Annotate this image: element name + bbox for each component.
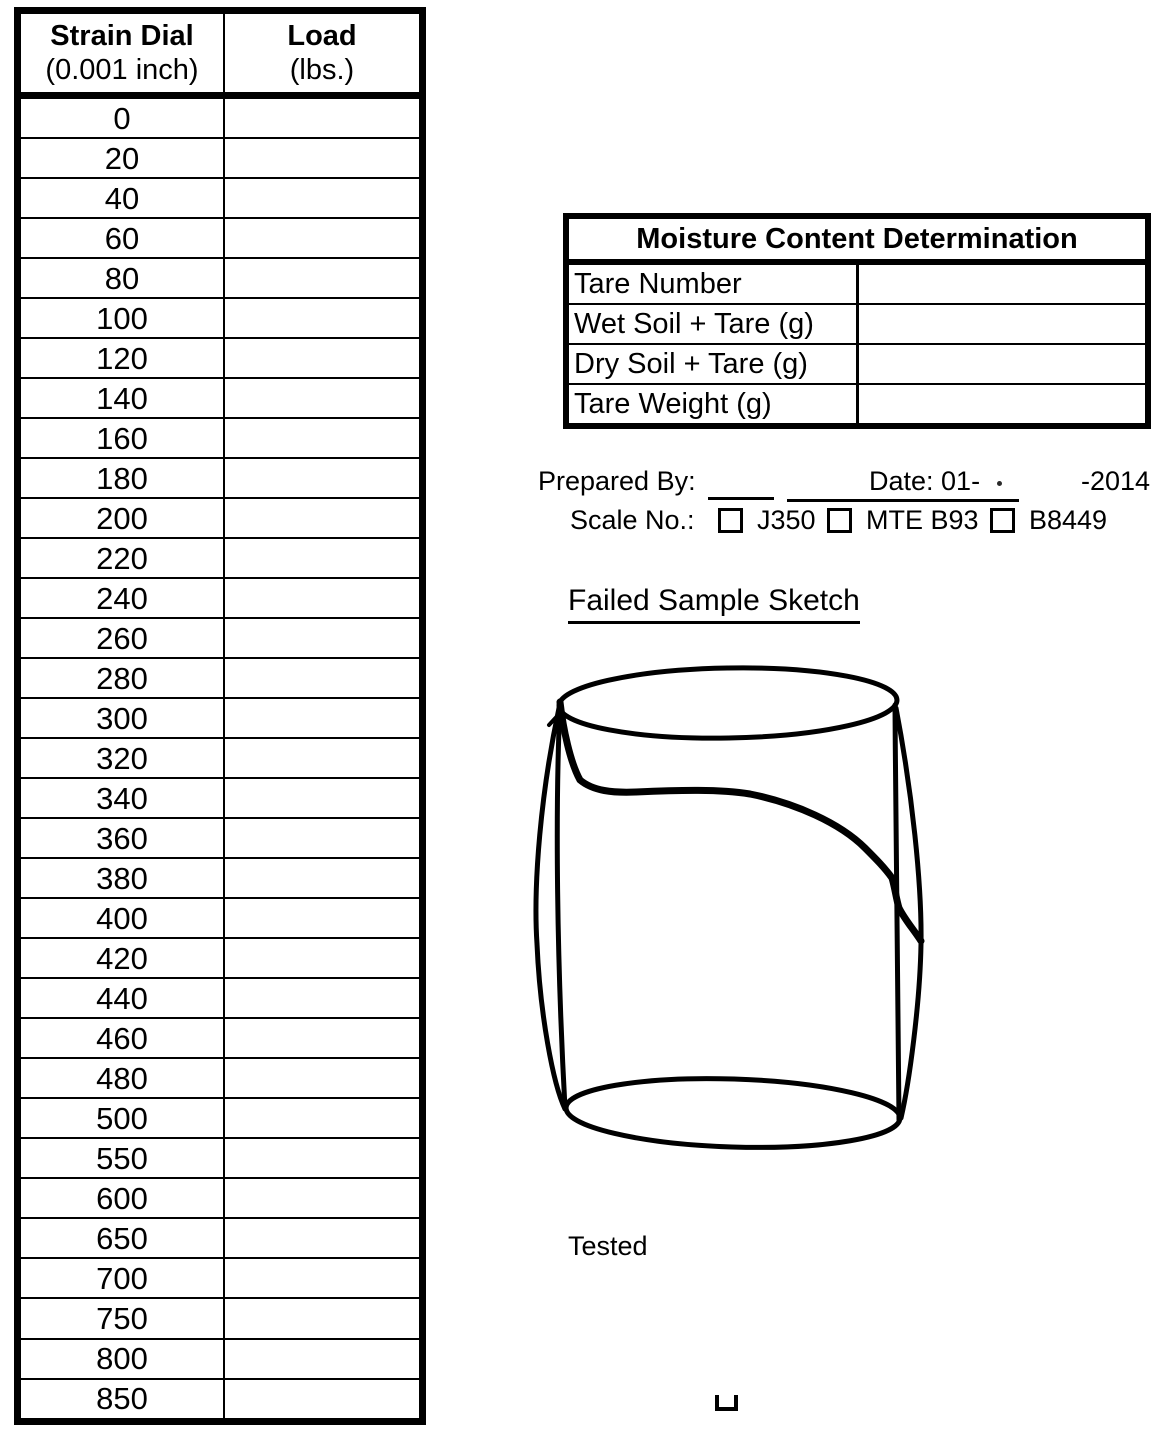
strain-value-cell: 400 (18, 898, 225, 938)
load-value-cell[interactable] (224, 498, 423, 538)
load-value-cell[interactable] (224, 96, 423, 139)
strain-load-row (18, 338, 423, 378)
load-value-cell[interactable] (224, 938, 423, 978)
load-value-cell[interactable] (224, 898, 423, 938)
load-value-cell[interactable] (224, 698, 423, 738)
strain-value-cell: 460 (18, 1018, 225, 1058)
date-year-suffix: -2014 (1081, 466, 1151, 496)
strain-value-cell: 0 (18, 96, 225, 139)
strain-value-cell: 60 (18, 218, 225, 258)
load-value-cell[interactable] (224, 298, 423, 338)
strain-load-row (18, 1258, 423, 1298)
strain-load-row (18, 1379, 423, 1422)
load-value-cell[interactable] (224, 1058, 423, 1098)
strain-load-row (18, 178, 423, 218)
failed-sample-cylinder-sketch (518, 652, 938, 1162)
strain-value-cell: 360 (18, 818, 225, 858)
moisture-row (566, 384, 1148, 426)
load-value-cell[interactable] (224, 418, 423, 458)
strain-load-row (18, 898, 423, 938)
strain-value-cell: 120 (18, 338, 225, 378)
strain-value-cell: 850 (18, 1379, 225, 1422)
strain-value-cell: 340 (18, 778, 225, 818)
strain-load-row (18, 96, 423, 139)
strain-load-table-header (18, 11, 423, 96)
strain-value-cell: 750 (18, 1298, 225, 1338)
load-value-cell[interactable] (224, 978, 423, 1018)
scale-option-label-j350: J350 (757, 505, 816, 535)
strain-load-row (18, 1178, 423, 1218)
load-value-cell[interactable] (224, 1178, 423, 1218)
strain-load-header-row (18, 11, 423, 96)
load-value-cell[interactable] (224, 218, 423, 258)
strain-load-row (18, 778, 423, 818)
strain-value-cell: 320 (18, 738, 225, 778)
strain-value-cell: 280 (18, 658, 225, 698)
strain-dial-units: (0.001 inch) (45, 54, 199, 86)
load-title: Load (287, 20, 357, 52)
load-column-header (224, 11, 423, 96)
strain-value-cell: 80 (18, 258, 225, 298)
strain-load-row (18, 498, 423, 538)
scale-no-label: Scale No.: (570, 505, 695, 535)
cylinder-left-inner-edge (557, 704, 565, 1108)
moisture-row-label: Wet Soil + Tare (g) (566, 304, 857, 344)
strain-value-cell: 180 (18, 458, 225, 498)
load-value-cell[interactable] (224, 778, 423, 818)
load-value-cell[interactable] (224, 1258, 423, 1298)
strain-load-row (18, 938, 423, 978)
strain-value-cell: 420 (18, 938, 225, 978)
moisture-row-label: Dry Soil + Tare (g) (566, 344, 857, 384)
scale-checkbox-b8449[interactable] (990, 508, 1015, 533)
strain-load-row (18, 1018, 423, 1058)
strain-load-table (14, 7, 426, 1425)
strain-load-row (18, 1218, 423, 1258)
scale-checkbox-mte-b93[interactable] (827, 508, 852, 533)
failed-sample-sketch-title: Failed Sample Sketch (568, 584, 860, 624)
strain-value-cell: 140 (18, 378, 225, 418)
strain-load-row (18, 858, 423, 898)
strain-dial-column-header (18, 11, 225, 96)
load-value-cell[interactable] (224, 1138, 423, 1178)
strain-value-cell: 160 (18, 418, 225, 458)
strain-load-row (18, 978, 423, 1018)
strain-value-cell: 500 (18, 1098, 225, 1138)
load-value-cell[interactable] (224, 618, 423, 658)
load-value-cell[interactable] (224, 378, 423, 418)
load-value-cell[interactable] (224, 178, 423, 218)
strain-load-row (18, 738, 423, 778)
date-blank-field[interactable] (787, 499, 1019, 502)
strain-load-row (18, 1138, 423, 1178)
load-value-cell[interactable] (224, 1098, 423, 1138)
load-units: (lbs.) (289, 54, 355, 86)
moisture-table-body (566, 262, 1148, 426)
strain-value-cell: 800 (18, 1339, 225, 1379)
moisture-table-title: Moisture Content Determination (566, 216, 1148, 262)
strain-load-row (18, 1339, 423, 1379)
load-value-cell[interactable] (224, 818, 423, 858)
strain-load-row (18, 618, 423, 658)
strain-value-cell: 220 (18, 538, 225, 578)
moisture-table-header (566, 216, 1148, 262)
moisture-content-table (563, 213, 1151, 429)
strain-load-row (18, 698, 423, 738)
strain-load-row (18, 218, 423, 258)
load-value-cell[interactable] (224, 1339, 423, 1379)
moisture-row (566, 304, 1148, 344)
scale-checkbox-j350[interactable] (718, 508, 743, 533)
strain-value-cell: 240 (18, 578, 225, 618)
strain-load-row (18, 538, 423, 578)
load-value-cell[interactable] (224, 538, 423, 578)
tested-label: Tested (568, 1231, 648, 1261)
strain-value-cell: 20 (18, 138, 225, 178)
load-value-cell[interactable] (224, 578, 423, 618)
scale-option-label-b8449: B8449 (1029, 505, 1108, 535)
strain-value-cell: 380 (18, 858, 225, 898)
cylinder-top-ellipse (558, 665, 897, 741)
load-value-cell[interactable] (224, 458, 423, 498)
strain-load-row (18, 138, 423, 178)
scale-option-label-mte-b93: MTE B93 (866, 505, 979, 535)
strain-load-row (18, 658, 423, 698)
strain-value-cell: 200 (18, 498, 225, 538)
strain-value-cell: 40 (18, 178, 225, 218)
strain-load-row (18, 1098, 423, 1138)
load-value-cell[interactable] (224, 1018, 423, 1058)
moisture-row (566, 344, 1148, 384)
partial-box-mark (715, 1395, 738, 1411)
strain-load-table-body (18, 96, 423, 1422)
moisture-row-value-cell[interactable] (857, 304, 1148, 344)
load-value-cell[interactable] (224, 738, 423, 778)
load-value-cell[interactable] (224, 258, 423, 298)
strain-value-cell: 100 (18, 298, 225, 338)
strain-load-row (18, 378, 423, 418)
strain-load-row (18, 458, 423, 498)
strain-value-cell: 260 (18, 618, 225, 658)
strain-load-row (18, 818, 423, 858)
load-value-cell[interactable] (224, 1379, 423, 1422)
date-label: Date: 01- (869, 466, 981, 496)
strain-load-row (18, 1058, 423, 1098)
load-value-cell[interactable] (224, 1298, 423, 1338)
moisture-row-value-cell[interactable] (857, 344, 1148, 384)
strain-load-row (18, 258, 423, 298)
cylinder-bottom-ellipse (565, 1074, 901, 1152)
load-value-cell[interactable] (224, 138, 423, 178)
strain-value-cell: 300 (18, 698, 225, 738)
date-stray-mark (997, 481, 1002, 486)
prepared-by-field[interactable] (708, 497, 774, 500)
strain-dial-title: Strain Dial (50, 20, 194, 52)
strain-value-cell: 600 (18, 1178, 225, 1218)
strain-load-row (18, 418, 423, 458)
moisture-row-value-cell[interactable] (857, 384, 1148, 426)
load-value-cell[interactable] (224, 338, 423, 378)
load-value-cell[interactable] (224, 658, 423, 698)
moisture-row (566, 262, 1148, 304)
strain-value-cell: 440 (18, 978, 225, 1018)
strain-value-cell: 480 (18, 1058, 225, 1098)
prepared-by-label: Prepared By: (538, 466, 696, 496)
strain-value-cell: 650 (18, 1218, 225, 1258)
strain-value-cell: 550 (18, 1138, 225, 1178)
load-value-cell[interactable] (224, 858, 423, 898)
moisture-title-row (566, 216, 1148, 262)
strain-load-row (18, 1298, 423, 1338)
moisture-row-value-cell[interactable] (857, 262, 1148, 304)
strain-load-row (18, 298, 423, 338)
moisture-row-label: Tare Weight (g) (566, 384, 857, 426)
strain-load-row (18, 578, 423, 618)
load-value-cell[interactable] (224, 1218, 423, 1258)
moisture-row-label: Tare Number (566, 262, 857, 304)
strain-value-cell: 700 (18, 1258, 225, 1298)
